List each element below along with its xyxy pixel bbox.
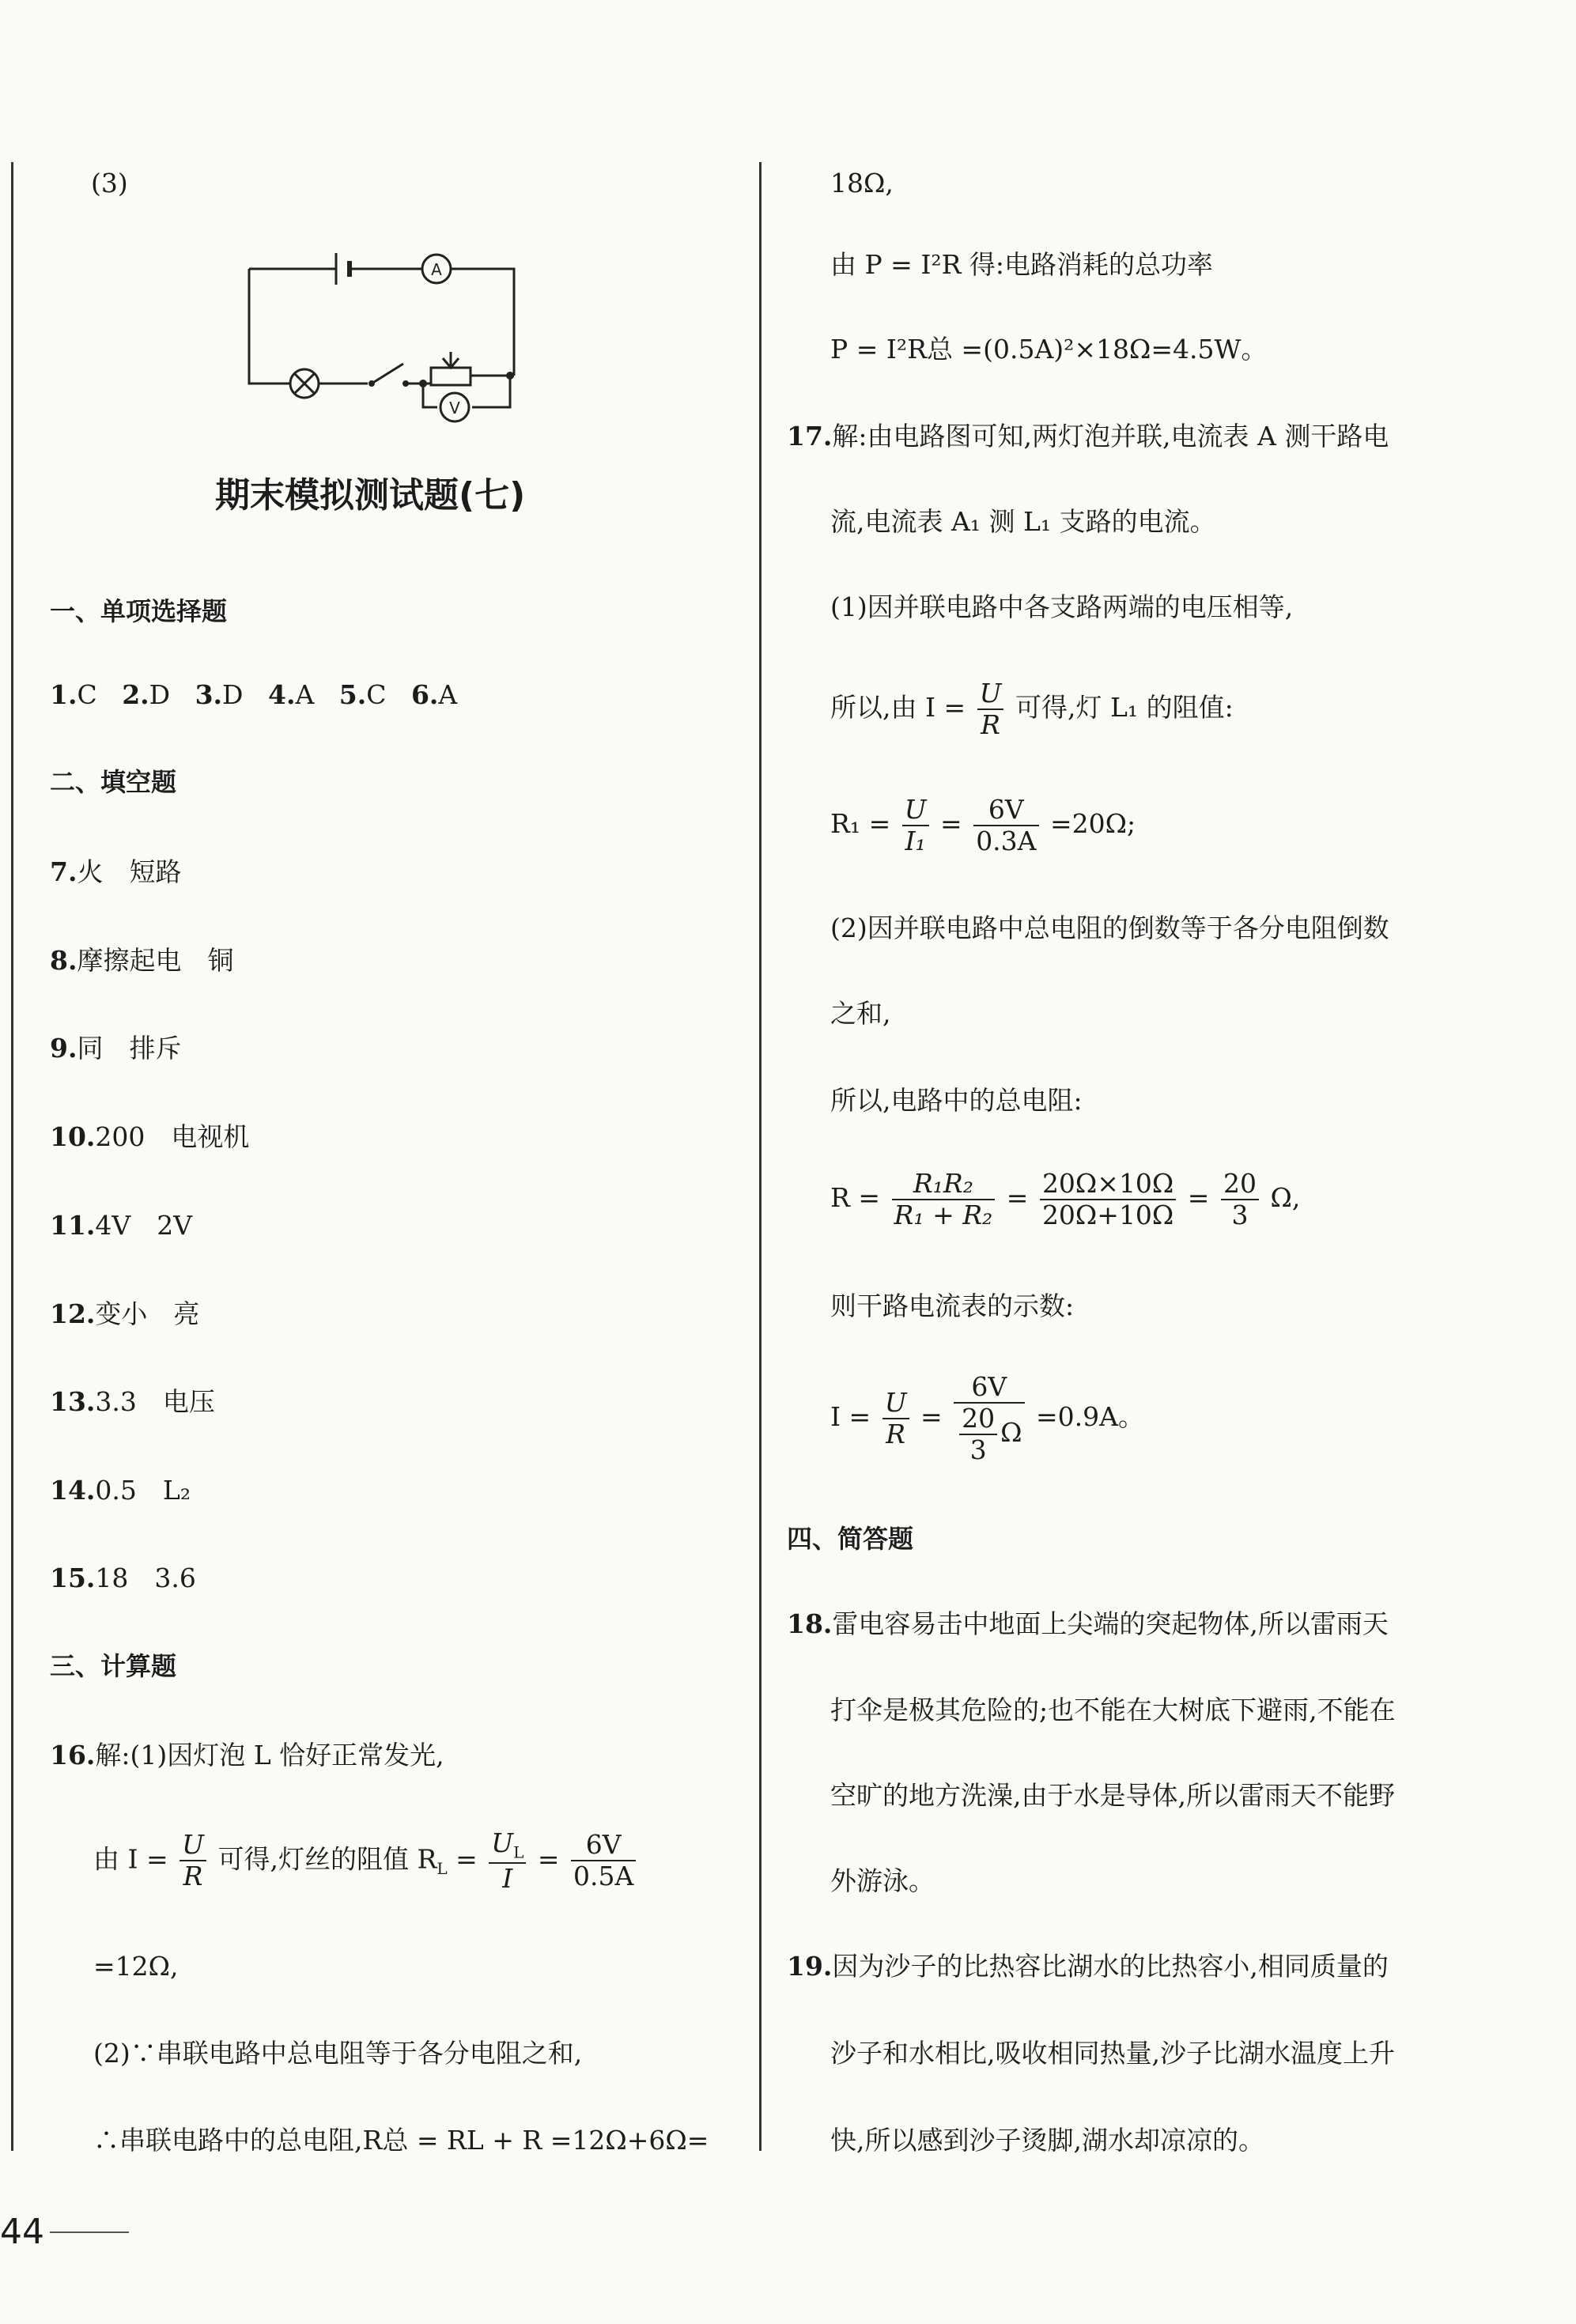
section-heading-4: 四、简答题 bbox=[787, 1524, 914, 1554]
q18-line-4: 外游泳。 bbox=[830, 1865, 935, 1896]
section-heading-3: 三、计算题 bbox=[50, 1651, 177, 1681]
fill-answer: 15.18 3.6 bbox=[50, 1563, 196, 1593]
circuit-wire-top-right bbox=[451, 269, 514, 376]
choice-answers bbox=[50, 679, 458, 710]
column-divider bbox=[759, 162, 762, 2151]
fill-answer: 14.0.5 L₂ bbox=[50, 1475, 191, 1506]
fill-answer: 9.同 排斥 bbox=[50, 1033, 182, 1064]
fill-answer: 13.3.3 电压 bbox=[50, 1386, 215, 1417]
q17-line-6: (2)因并联电路中总电阻的倒数等于各分电阻倒数 bbox=[830, 913, 1389, 943]
q16-line-2: 由 I = $\frac{U}{R}$ 可得,灯丝的阻值 $R_L$ = $\frac{U_L}{I}$ = $\frac{6V}{0.5A}$ bbox=[93, 1828, 639, 1894]
choice-item: 6.A bbox=[410, 679, 458, 710]
fill-answer: 10.200 电视机 bbox=[50, 1121, 250, 1152]
q17-line-5: R₁ = $\frac{U}{\text{I₁}}$ = $\frac{6V}{0.3A}$ =20Ω; bbox=[830, 794, 1136, 856]
fraction-r1r2: $\frac{\text{R₁R₂}}{\text{R₁ + R₂}}$ bbox=[892, 1169, 996, 1230]
q17-line-9: R = $\frac{\text{R₁R₂}}{\text{R₁ + R₂}}$ = $\frac{20\Omega\times 10\Omega}{20\Omega+10\Omega}$ = $\frac{20}{3}$ Ω, bbox=[830, 1168, 1301, 1230]
page-title: 期末模拟测试题(七) bbox=[215, 475, 526, 516]
fraction-6v-over-20-3: 6V $\frac{20}{3}$ Ω bbox=[954, 1372, 1024, 1465]
q17-line-4: 所以,由 I = $\frac{U}{R}$ 可得,灯 L₁ 的阻值: bbox=[830, 678, 1234, 740]
ammeter-symbol: A bbox=[431, 260, 442, 279]
circuit-diagram bbox=[237, 245, 530, 427]
q18-line-3: 空旷的地方洗澡,由于水是导体,所以雷雨天不能野 bbox=[830, 1780, 1395, 1811]
fill-answer: 8.摩擦起电 铜 bbox=[50, 945, 234, 976]
page-number-rule bbox=[50, 2231, 129, 2233]
q19-line-1: 19.因为沙子的比热容比湖水的比热容小,相同质量的 bbox=[787, 1951, 1389, 1982]
q16-line-1: 16.解:(1)因灯泡 L 恰好正常发光, bbox=[50, 1740, 444, 1770]
page-number: 44 bbox=[0, 2212, 44, 2252]
fraction-u-over-r: $\frac{U}{R}$ bbox=[977, 678, 1004, 740]
voltmeter-symbol: V bbox=[449, 399, 460, 418]
q18-line-1: 18.雷电容易击中地面上尖端的突起物体,所以雷雨天 bbox=[787, 1608, 1389, 1639]
fill-answer: 7.火 短路 bbox=[50, 856, 182, 887]
section-heading-2: 二、填空题 bbox=[50, 767, 177, 797]
q18-line-2: 打伞是极其危险的;也不能在大树底下避雨,不能在 bbox=[830, 1695, 1396, 1725]
q17-line-7: 之和, bbox=[830, 998, 891, 1029]
left-margin-rule bbox=[11, 162, 13, 2151]
voltmeter-branch bbox=[423, 376, 510, 407]
q16-cont-line-3: P = I²R总 =(0.5A)²×18Ω=4.5W。 bbox=[830, 334, 1268, 365]
q17-line-3: (1)因并联电路中各支路两端的电压相等, bbox=[830, 591, 1294, 622]
rheostat-slider bbox=[443, 352, 459, 368]
q16-line-3: =12Ω, bbox=[93, 1951, 179, 1982]
q17-line-2: 流,电流表 A₁ 测 L₁ 支路的电流。 bbox=[830, 506, 1216, 537]
junction-dot bbox=[419, 380, 427, 387]
lamp-cross bbox=[294, 373, 315, 394]
circuit-wire-left bbox=[249, 269, 291, 384]
q17-line-1: 17.解:由电路图可知,两灯泡并联,电流表 A 测干路电 bbox=[787, 421, 1389, 452]
fraction-6v-over-03a: $\frac{6V}{0.3A}$ bbox=[973, 795, 1038, 856]
q16-line-5: ∴串联电路中的总电阻,R总 = RL + R =12Ω+6Ω= bbox=[93, 2125, 709, 2156]
choice-item: 2.D bbox=[122, 679, 171, 710]
section-heading-1: 一、单项选择题 bbox=[50, 596, 228, 626]
fraction-20-over-3: $\frac{20}{3}$ bbox=[959, 1404, 997, 1465]
choice-item: 5.C bbox=[338, 679, 387, 710]
fraction-6v-over-05a: $\frac{6V}{0.5A}$ bbox=[571, 1830, 636, 1891]
q16-cont-line-1: 18Ω, bbox=[830, 168, 894, 198]
fraction-20-over-3: $\frac{20}{3}$ bbox=[1221, 1169, 1259, 1230]
switch-contact-left bbox=[368, 380, 375, 387]
choice-item: 3.D bbox=[195, 679, 244, 710]
fraction-ul-over-i: $\frac{U_L}{I}$ bbox=[489, 1828, 526, 1894]
choice-item: 4.A bbox=[268, 679, 315, 710]
fraction-u-over-r: $\frac{U}{R}$ bbox=[180, 1830, 206, 1891]
switch-contact-right bbox=[403, 380, 409, 387]
fraction-20x10: $\frac{20\Omega\times 10\Omega}{20\Omega+10\Omega}$ bbox=[1040, 1169, 1176, 1230]
q19-line-2: 沙子和水相比,吸收相同热量,沙子比湖水温度上升 bbox=[830, 2038, 1395, 2069]
choice-item: 1.C bbox=[50, 679, 97, 710]
q17-line-10: 则干路电流表的示数: bbox=[830, 1290, 1075, 1321]
switch-blade bbox=[372, 364, 403, 384]
junction-dot bbox=[506, 372, 514, 380]
fill-answer: 11.4V 2V bbox=[50, 1210, 193, 1241]
q16-line-4: (2)∵串联电路中总电阻等于各分电阻之和, bbox=[93, 2038, 583, 2069]
q17-line-11: I = $\frac{U}{R}$ = 6V $\frac{20}{3}$ Ω =0.9A。 bbox=[830, 1371, 1144, 1465]
fraction-u-over-r: $\frac{U}{R}$ bbox=[882, 1388, 909, 1449]
figure-label: (3) bbox=[91, 168, 128, 198]
fraction-u-over-i1: $\frac{U}{\text{I₁}}$ bbox=[902, 795, 929, 856]
fill-answer: 12.变小 亮 bbox=[50, 1298, 200, 1329]
q17-line-8: 所以,电路中的总电阻: bbox=[830, 1085, 1083, 1116]
rheostat-body bbox=[431, 368, 471, 385]
q16-cont-line-2: 由 P = I²R 得:电路消耗的总功率 bbox=[830, 249, 1214, 280]
q19-line-3: 快,所以感到沙子烫脚,湖水却凉凉的。 bbox=[830, 2125, 1264, 2156]
